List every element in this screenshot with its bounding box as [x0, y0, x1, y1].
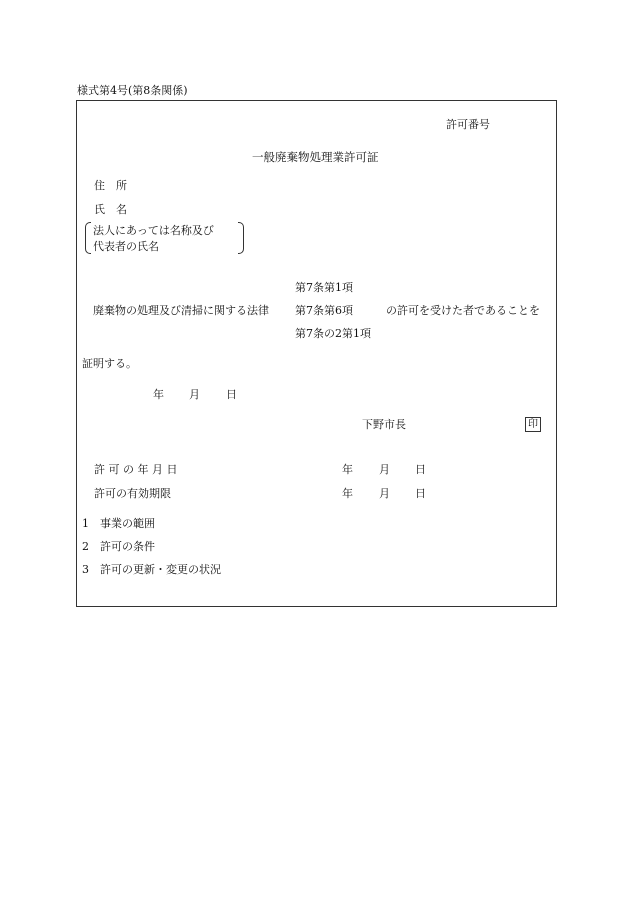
left-bracket	[85, 222, 91, 254]
certificate-title: 一般廃棄物処理業許可証	[252, 150, 379, 164]
permit-clause: の許可を受けた者であることを	[386, 304, 540, 317]
item-number: 2	[82, 540, 89, 553]
name-label: 氏 名	[94, 203, 127, 216]
corporate-note-line2: 代表者の氏名	[93, 240, 159, 253]
permit-year-unit: 年	[342, 463, 353, 476]
validity-year-unit: 年	[342, 487, 353, 500]
issue-month-unit: 月	[189, 388, 200, 401]
issuer-name: 下野市長	[362, 418, 406, 431]
seal-mark: 印	[525, 417, 541, 432]
article-7-2-1: 第7条の2第1項	[295, 327, 371, 340]
permit-number-label: 許可番号	[446, 118, 490, 131]
validity-month-unit: 月	[379, 487, 390, 500]
form-number-label: 様式第4号(第8条関係)	[77, 84, 188, 97]
permit-month-unit: 月	[379, 463, 390, 476]
issue-day-unit: 日	[226, 388, 237, 401]
item-number: 1	[82, 517, 89, 530]
article-7-6: 第7条第6項	[295, 304, 353, 317]
item-text: 許可の更新・変更の状況	[100, 563, 221, 576]
permit-day-unit: 日	[415, 463, 426, 476]
article-7-1: 第7条第1項	[295, 281, 353, 294]
item-text: 許可の条件	[100, 540, 155, 553]
address-label: 住 所	[94, 179, 127, 192]
validity-label: 許可の有効期限	[94, 487, 171, 500]
item-number: 3	[82, 563, 89, 576]
issue-year-unit: 年	[153, 388, 164, 401]
certify-text: 証明する。	[82, 357, 137, 370]
corporate-note-line1: 法人にあっては名称及び	[93, 224, 214, 237]
item-text: 事業の範囲	[100, 517, 155, 530]
permit-date-label: 許 可 の 年 月 日	[94, 463, 178, 476]
right-bracket	[238, 222, 244, 254]
validity-day-unit: 日	[415, 487, 426, 500]
law-name: 廃棄物の処理及び清掃に関する法律	[93, 304, 269, 317]
